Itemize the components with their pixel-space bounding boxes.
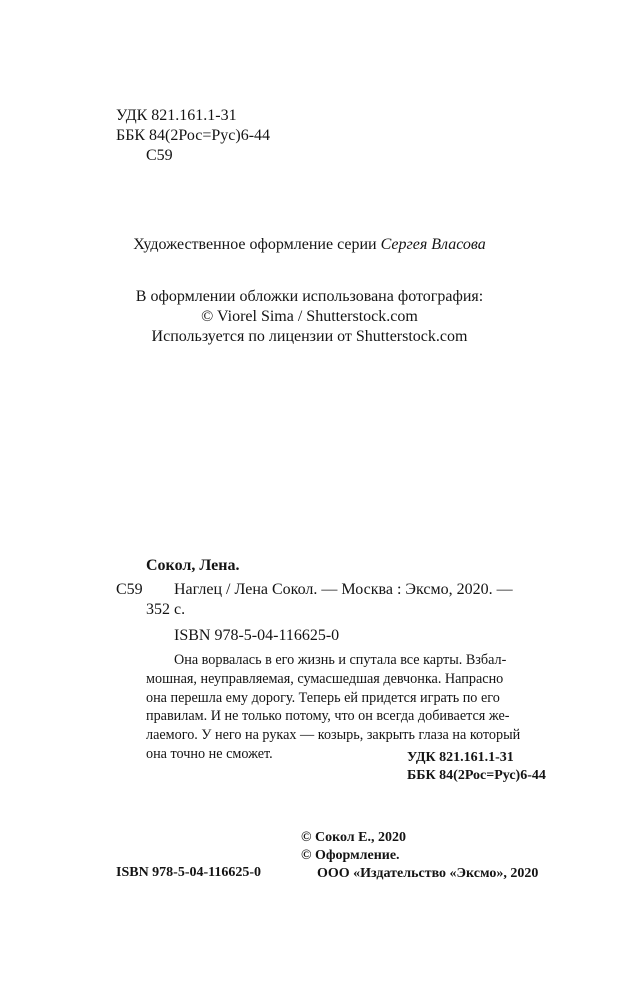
photo-credits <box>0 287 619 347</box>
copyright-publisher: ООО «Издательство «Эксмо», 2020 <box>317 866 539 881</box>
catalog-title-line: Наглец / Лена Сокол. — Москва : Эксмо, 2020. — <box>174 581 513 598</box>
annotation-line: она точно не сможет. <box>146 745 273 762</box>
annotation-line: мошная, неуправляемая, сумасшедшая девчонка. Напрасно <box>146 670 504 687</box>
photo-credit-line: © Viorel Sima / Shutterstock.com <box>201 308 418 325</box>
annotation <box>146 651 546 764</box>
design-credit <box>0 235 619 255</box>
catalog-title-line: 352 с. <box>146 601 186 618</box>
catalog-author: Сокол, Лена. <box>146 557 240 574</box>
header-udk: УДК 821.161.1-31 <box>116 107 237 124</box>
footer-isbn: ISBN 978-5-04-116625-0 <box>116 865 262 880</box>
catalog-udk: УДК 821.161.1-31 <box>407 750 514 765</box>
header-bbk: ББК 84(2Рос=Рус)6-44 <box>116 127 271 144</box>
annotation-line: лаемого. У него на руках — козырь, закрыть глаза на который <box>146 727 521 744</box>
catalog-bbk: ББК 84(2Рос=Рус)6-44 <box>407 768 546 783</box>
annotation-line: правилам. И не только потому, что он всегда добивается же- <box>146 708 510 725</box>
photo-credit-line: В оформлении обложки использована фотография: <box>135 288 484 305</box>
copyright-author: © Сокол Е., 2020 <box>301 830 406 845</box>
header-author-sign: С59 <box>146 147 173 164</box>
catalog-sign: С59 <box>116 581 143 598</box>
design-credit-designer: Сергея Власова <box>380 236 486 253</box>
photo-credit-line: Используется по лицензии от Shutterstock.com <box>151 328 468 345</box>
copyright-design: © Оформление. <box>301 848 400 863</box>
design-credit-prefix: Художественное оформление серии <box>133 236 381 253</box>
catalog-isbn: ISBN 978-5-04-116625-0 <box>174 627 340 644</box>
annotation-line: Она ворвалась в его жизнь и спутала все карты. Взбал- <box>174 652 507 668</box>
annotation-line: она перешла ему дорогу. Теперь ей придется играть по его <box>146 689 500 706</box>
